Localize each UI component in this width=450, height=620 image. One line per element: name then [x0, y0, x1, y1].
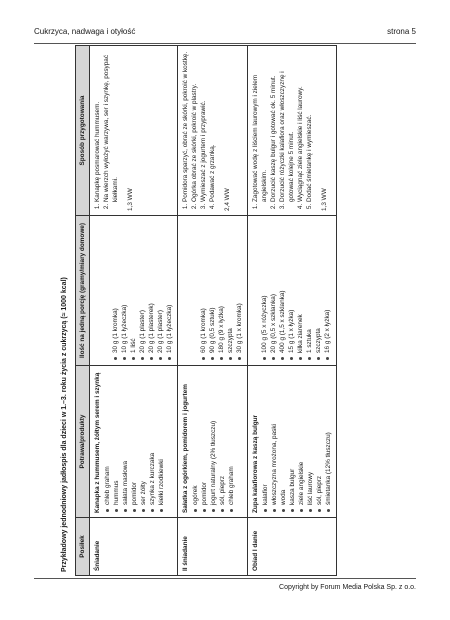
ingredient: kasza bulgur [288, 370, 297, 513]
products-cell [90, 366, 178, 518]
quantity-list [260, 220, 332, 361]
quantity: 90 g (0,5 sztuki) [208, 220, 217, 361]
table-row [178, 46, 248, 576]
ingredient: sól, pieprz [218, 370, 227, 513]
ingredient: chleb graham [103, 370, 112, 513]
page-number: strona 5 [387, 27, 416, 36]
quantity: 15 g (1 x łyżka) [287, 220, 296, 361]
method-cell [90, 46, 178, 216]
table-row [248, 46, 337, 576]
table-row [90, 46, 178, 576]
ingredient: sałata masłowa [121, 370, 130, 513]
ingredient: woda [279, 370, 288, 513]
quantity: 30 g (1 x kromka) [235, 220, 244, 361]
quantity-list [199, 220, 244, 361]
meal-name: Obiad I danie [248, 518, 337, 576]
ingredient: ziele angielskie [297, 370, 306, 513]
steps-list [251, 50, 314, 211]
meal-name: II śniadanie [178, 518, 248, 576]
exchange-units: 1,3 WW [127, 188, 134, 211]
method-cell [248, 46, 337, 216]
dish-name: Sałatka z ogórkiem, pomidorem i jogurtem [182, 384, 189, 513]
quantity: szczypta [314, 220, 323, 361]
ingredient-list [191, 370, 236, 513]
quantity: 16 g (2 x łyżka) [323, 220, 332, 361]
ingredient: kiełki rzodkiewki [157, 370, 166, 513]
quantity: 60 g (1 kromka) [199, 220, 208, 361]
quantity-cell [248, 216, 337, 366]
steps-list [181, 50, 217, 211]
quantity: 100 g (5 x różyczka) [260, 220, 269, 361]
col-header-meal: Posiłek [76, 518, 90, 576]
col-header-products: Potrawa/produkty [76, 366, 90, 518]
dish-name: Zupa kalafiorowa z kaszą bulgur [252, 414, 259, 513]
exchange-units: 1,3 WW [321, 188, 328, 211]
page-footer: Copyright by Forum Media Polska Sp. z o.o. [34, 578, 416, 591]
quantity-list [111, 220, 174, 361]
document-title: Cukrzyca, nadwaga i otyłość [34, 27, 136, 36]
step: 1. Pomidora sparzyć, obrać ze skórki, pokroić w kostkę. [181, 50, 190, 202]
ingredient: sól, pieprz [315, 370, 324, 513]
ingredient: kalafior [261, 370, 270, 513]
ingredient: chleb graham [227, 370, 236, 513]
quantity: 20 g (1 plasterek) [147, 220, 156, 361]
dish-name: Kanapka z hummusem, żółtym serem i szynką [94, 372, 101, 513]
step: 2. Ogórka obrać ze skórki, pokroić w plastry. [190, 50, 199, 202]
method-cell [178, 46, 248, 216]
ingredient: liść laurowy [306, 370, 315, 513]
col-header-method: Sposób przygotowania [76, 46, 90, 216]
quantity: 10 g (1 łyżeczka) [165, 220, 174, 361]
ingredient: pomidor [130, 370, 139, 513]
quantity: 1 liść [129, 220, 138, 361]
products-cell [248, 366, 337, 518]
step: 2. Na wierzch wyłożyć warzywa, ser i szynkę, posypać kiełkami. [102, 50, 120, 202]
ingredient: ogórek [191, 370, 200, 513]
rotated-table-area [59, 46, 384, 576]
quantity-cell [90, 216, 178, 366]
ingredient: szynka z kurczaka [148, 370, 157, 513]
ingredient-list [103, 370, 166, 513]
quantity: 10 g (1 łyżeczka) [120, 220, 129, 361]
ingredient: jogurt naturalny (2% tłuszczu) [209, 370, 218, 513]
step: 4. Podawać z grzanką. [208, 50, 217, 202]
quantity: 400 g (1,5 x szklanka) [278, 220, 287, 361]
steps-list [93, 50, 120, 211]
exchange-units: 2,4 WW [224, 188, 231, 211]
ingredient-list [261, 370, 333, 513]
ingredient: pomidor [200, 370, 209, 513]
quantity: 1 sztuka [305, 220, 314, 361]
page-header [34, 25, 416, 44]
step: 3. Wymieszać z jogurtem i przyprawić. [199, 50, 208, 202]
quantity-cell [178, 216, 248, 366]
step: 1. Kanapkę posmarować hummusem. [93, 50, 102, 202]
step: 4. Wyciągnąć ziele angielskie i liść laurowy. [296, 50, 305, 202]
quantity: 180 g (9 x łyżka) [217, 220, 226, 361]
quantity: szczypta [226, 220, 235, 361]
products-cell [178, 366, 248, 518]
ingredient: włoszczyzna mrożona, paski [270, 370, 279, 513]
quantity: kilka ziarenek [296, 220, 305, 361]
col-header-quantity: Ilość na jedną porcję (gramy/miary domowe) [76, 216, 90, 366]
ingredient: ser żółty [139, 370, 148, 513]
step: 2. Dorzucić kaszę bulgur i gotować ok. 5 minut. [269, 50, 278, 202]
table-header-row [76, 46, 90, 576]
meal-name: Śniadanie [90, 518, 178, 576]
step: 5. Dodać śmietankę i wymieszać. [305, 50, 314, 202]
quantity: 20 g (1 plaster) [156, 220, 165, 361]
quantity: 20 g (0,5 x szklanka) [269, 220, 278, 361]
step: 1. Zagotować wodę z liściem laurowym i zielem angielskim. [251, 50, 269, 202]
quantity: 30 g (1 kromka) [111, 220, 120, 361]
quantity: 20 g (1 plaster) [138, 220, 147, 361]
ingredient: śmietanka (12% tłuszczu) [324, 370, 333, 513]
ingredient: hummus [112, 370, 121, 513]
step: 3. Dorzucić różyczki kalafiora oraz włoszczyznę i gotować kolejne 5 minut. [278, 50, 296, 202]
meal-plan-table [75, 45, 337, 576]
table-caption: Przykładowy jednodniowy jadłospis dla dzieci w 1.–3. roku życia z cukrzycą (≈ 1000 kcal) [61, 277, 68, 572]
